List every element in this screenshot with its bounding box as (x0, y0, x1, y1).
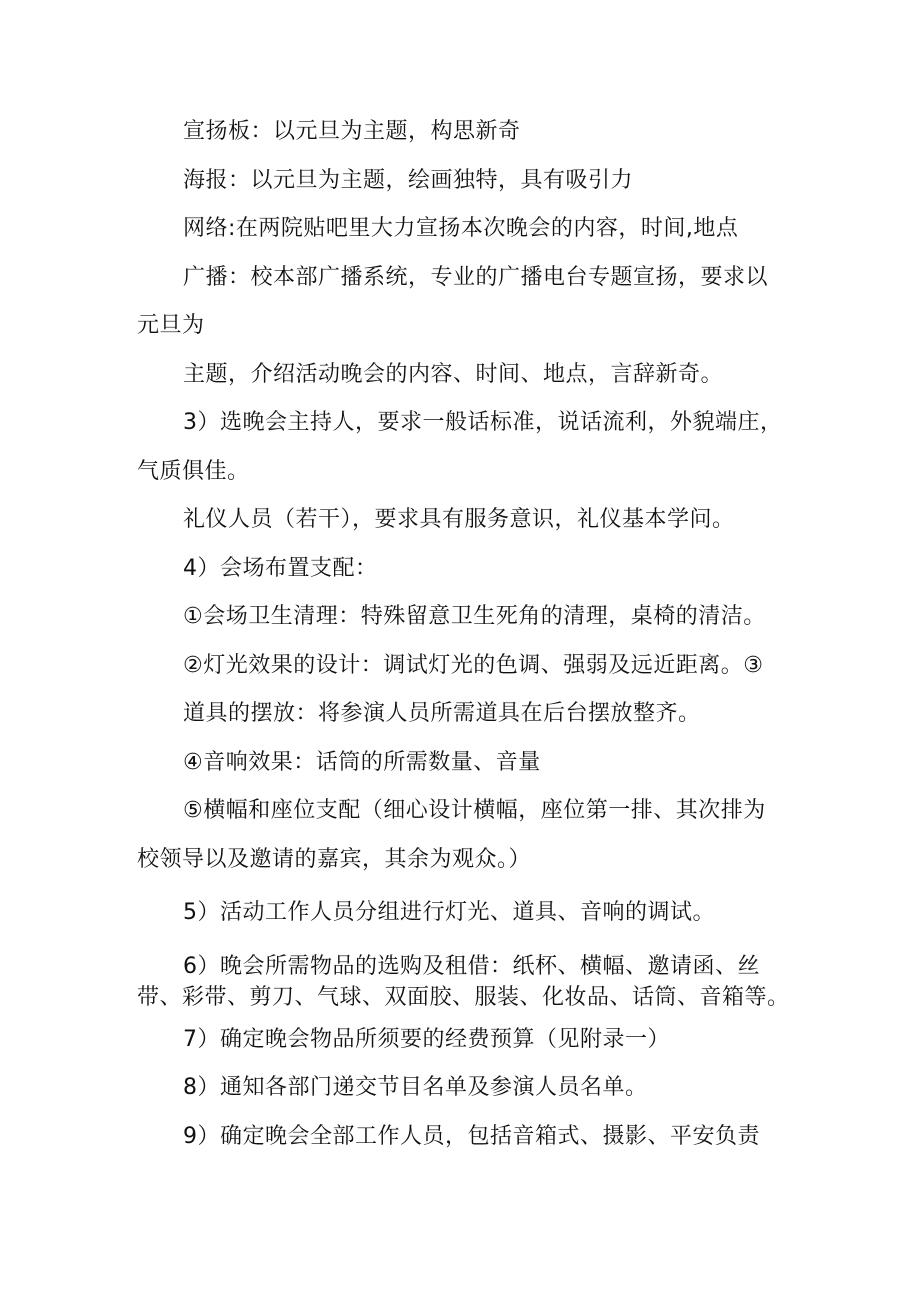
paragraph-line: ⑤横幅和座位支配（细心设计横幅，座位第一排、其次排为 (183, 798, 766, 823)
paragraph-line: 宣扬板：以元旦为主题，构思新奇 (183, 119, 521, 144)
paragraph-line: 6）晚会所需物品的选购及租借：纸杯、横幅、邀请函、丝 (183, 954, 760, 979)
paragraph-line: ①会场卫生清理：特殊留意卫生死角的清理，桌椅的清洁。 (183, 604, 766, 629)
paragraph-line: 海报：以元旦为主题，绘画独特，具有吸引力 (183, 168, 634, 193)
paragraph-line: 3）选晚会主持人，要求一般话标准，说话流利，外貌端庄， (183, 410, 783, 435)
paragraph-line: 礼仪人员（若干），要求具有服务意识，礼仪基本学问。 (183, 507, 735, 532)
paragraph-line: 道具的摆放：将参演人员所需道具在后台摆放整齐。 (183, 701, 701, 726)
paragraph-line: 主题，介绍活动晚会的内容、时间、地点，言辞新奇。 (183, 362, 724, 387)
paragraph-line: 4）会场布置支配： (183, 556, 378, 581)
paragraph-line: ④音响效果：话筒的所需数量、音量 (183, 750, 541, 775)
paragraph-line: 校领导以及邀请的嘉宾，其余为观众。） (137, 847, 532, 872)
paragraph-line: 9）确定晚会全部工作人员，包括音箱式、摄影、平安负责 (183, 1124, 760, 1149)
paragraph-line: 元旦为 (137, 313, 205, 338)
paragraph-line: 气质俱佳。 (137, 459, 250, 484)
paragraph-line: 网络:在两院贴吧里大力宣扬本次晚会的内容，时间,地点 (183, 216, 739, 241)
paragraph-line: 广播：校本部广播系统，专业的广播电台专题宣扬，要求以 (183, 265, 769, 290)
paragraph-line: ②灯光效果的设计：调试灯光的色调、强弱及远近距离。③ (183, 653, 764, 678)
paragraph-line: 7）确定晚会物品所须要的经费预算（见附录一） (183, 1027, 670, 1052)
paragraph-line: 带、彩带、剪刀、气球、双面胶、服装、化妆品、话筒、音箱等。 (137, 985, 790, 1010)
paragraph-line: 8）通知各部门递交节目名单及参演人员名单。 (183, 1075, 648, 1100)
paragraph-line: 5）活动工作人员分组进行灯光、道具、音响的调试。 (183, 900, 715, 925)
